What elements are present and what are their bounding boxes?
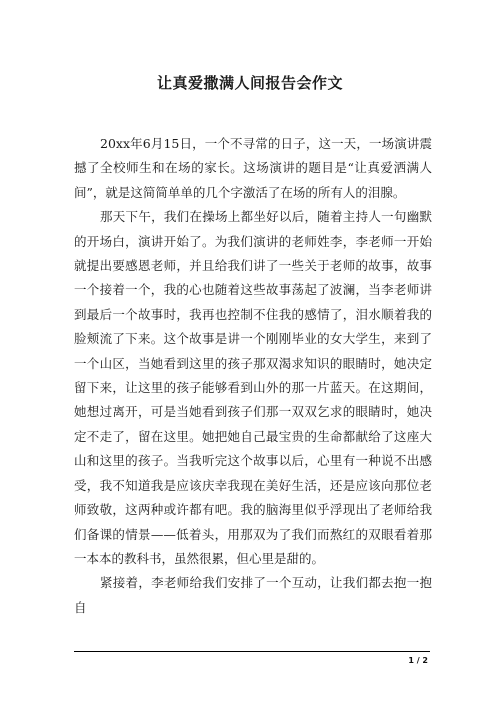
footer-divider bbox=[74, 651, 430, 652]
paragraph: 20xx年6月15日，一个不寻常的日子，这一天，一场演讲震撼了全校师生和在场的家长。这场演讲的题目是“让真爱洒满人间”，就是这简简单单的几个字激活了在场的所有人的泪腺。 bbox=[74, 136, 432, 200]
page-number: 1 / 2 bbox=[408, 656, 428, 665]
document-title: 让真爱撒满人间报告会作文 bbox=[156, 74, 343, 92]
document-body bbox=[74, 132, 432, 620]
paragraph: 紧接着，李老师给我们安排了一个互动，让我们都去抱一抱自 bbox=[74, 575, 432, 615]
paragraph: 那天下午，我们在操场上都坐好以后，随着主持人一句幽默的开场白，演讲开始了。为我们演讲的老师姓李，李老师一开始就提出要感恩老师，并且给我们讲了一些关于老师的故事，故事一个接着一个，我的心也随着这些故事荡起了波澜，当李老师讲到最后一个故事时，我再也控制不住我的感情了，泪水顺着我的脸颊流了下来。这个故事是讲一个刚刚毕业的女大学生，来到了一个山区，当她看到这里的孩子那双渴求知识的眼睛时，她决定留下来，让这里的孩子能够看到山外的那一片蓝天。在这期间，她想过离开，可是当她看到孩子们那一双双乞求的眼睛时，她决定不走了，留在这里。她把她自己最宝贵的生命都献给了这座大山和这里的孩子。当我听完这个故事以后，心里有一种说不出感受，我不知道我是应该庆幸我现在美好生活，还是应该向那位老师致敬，这两种或许都有吧。我的脑海里似乎浮现出了老师给我们备课的情景——低着头，用那双为了我们而熬红的双眼看着那一本本的教科书，虽然很累，但心里是甜的。 bbox=[74, 209, 432, 566]
